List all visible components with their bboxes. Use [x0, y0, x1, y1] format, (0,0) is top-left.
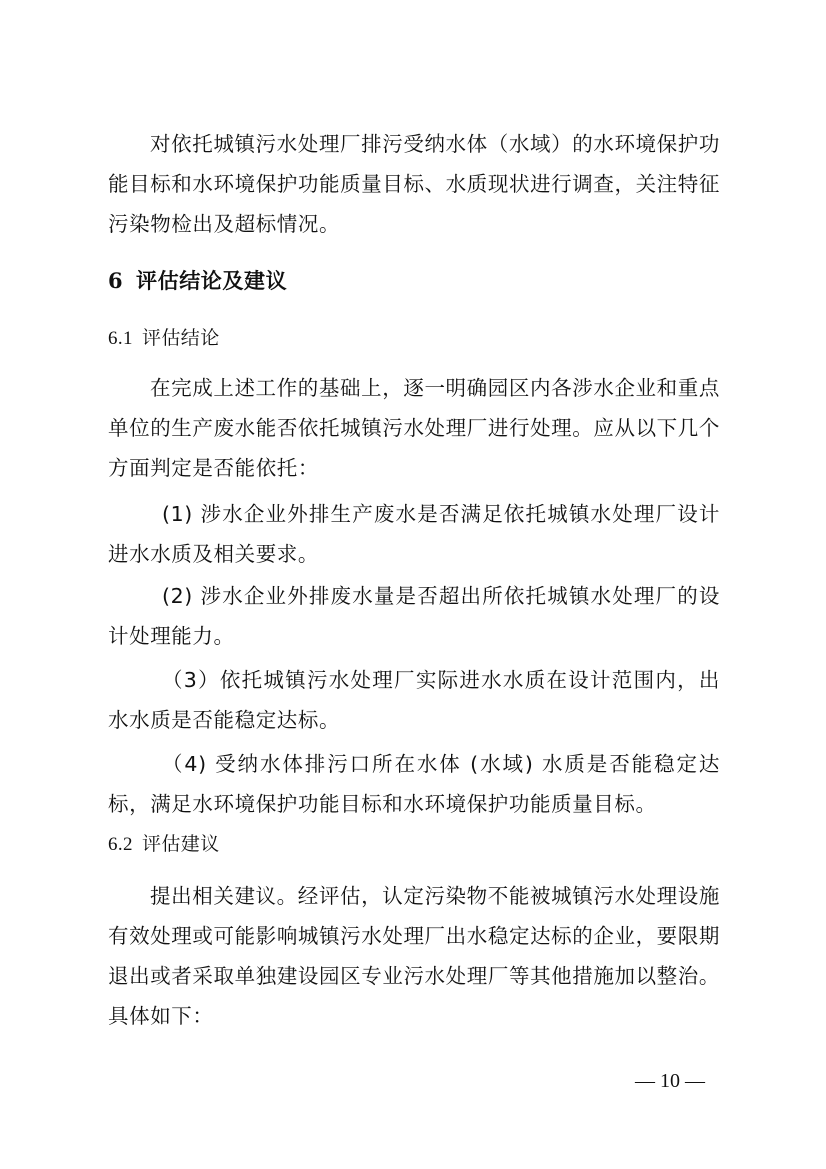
section-6-number: 6: [108, 268, 124, 293]
page-number: — 10 —: [635, 1070, 705, 1092]
section-6-2-heading: [108, 830, 220, 859]
list-item: （4) 受纳水体排污口所在水体 (水域) 水质是否能稳定达标，满足水环境保护功能目标和水环境保护功能质量目标。: [108, 752, 720, 816]
intro-paragraph: 对依托城镇污水处理厂排污受纳水体（水域）的水环境保护功能目标和水环境保护功能质量目标、水质现状进行调查，关注特征污染物检出及超标情况。: [108, 132, 720, 236]
section-6-1-heading: [108, 324, 220, 353]
conclusion-paragraph: 在完成上述工作的基础上，逐一明确园区内各涉水企业和重点单位的生产废水能否依托城镇污水处理厂进行处理。应从以下几个方面判定是否能依托：: [108, 376, 720, 480]
section-6-2-number: 6.2: [108, 834, 133, 855]
section-6-heading: [108, 266, 287, 296]
section-6-1-title: 评估结论: [142, 327, 220, 349]
list-item: (1) 涉水企业外排生产废水是否满足依托城镇水处理厂设计进水水质及相关要求。: [108, 502, 720, 566]
section-6-2-title: 评估建议: [142, 833, 220, 855]
section-6-1-number: 6.1: [108, 328, 133, 349]
recommendation-paragraph: 提出相关建议。经评估，认定污染物不能被城镇污水处理设施有效处理或可能影响城镇污水处理厂出水稳定达标的企业，要限期退出或者采取单独建设园区专业污水处理厂等其他措施加以整治。具体如下：: [108, 884, 720, 1028]
list-item: （3）依托城镇污水处理厂实际进水水质在设计范围内，出水水质是否能稳定达标。: [108, 668, 720, 732]
list-item: (2) 涉水企业外排废水量是否超出所依托城镇水处理厂的设计处理能力。: [108, 584, 720, 648]
section-6-title: 评估结论及建议: [136, 269, 288, 293]
